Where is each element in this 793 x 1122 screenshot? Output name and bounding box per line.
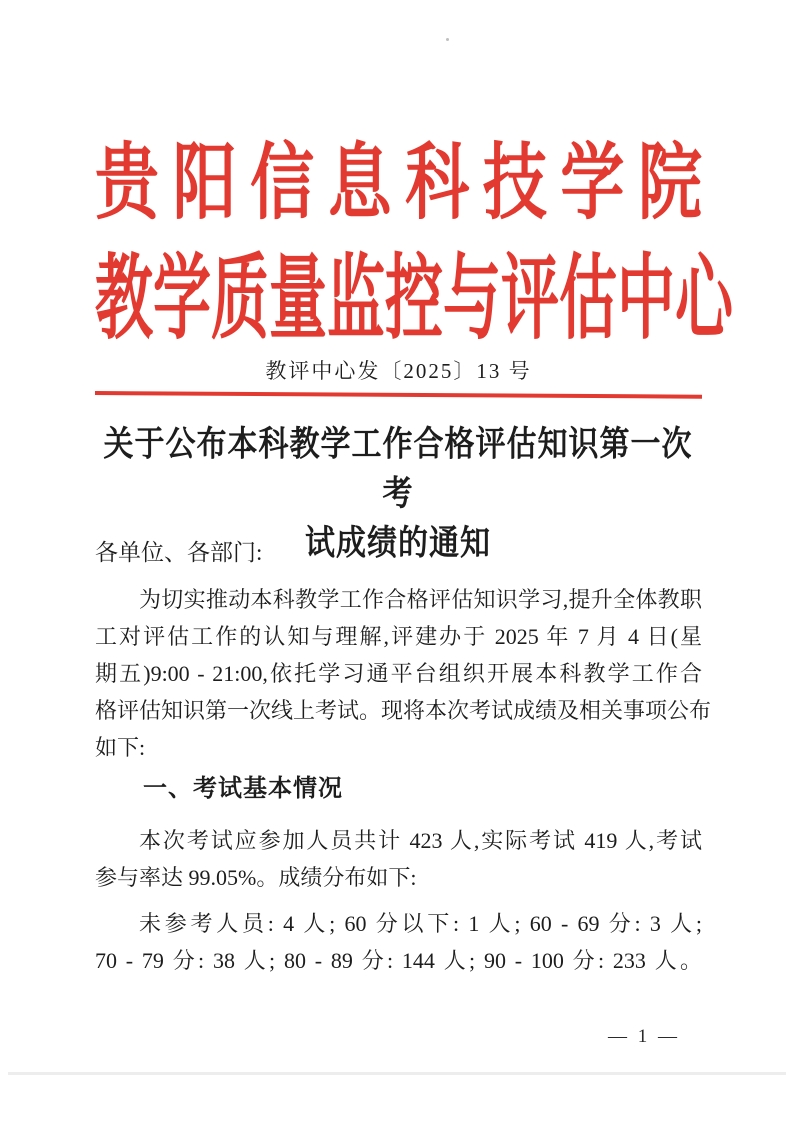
section-heading-exam-overview: 一、考试基本情况 bbox=[143, 775, 343, 802]
paragraph-line: 如下: bbox=[95, 735, 146, 760]
paragraph-exam-stats bbox=[95, 822, 702, 896]
letterhead-red-divider bbox=[95, 391, 702, 399]
paragraph-intro bbox=[95, 581, 712, 766]
scan-artifact-line bbox=[8, 1072, 786, 1075]
paragraph-line: 工对评估工作的认知与理解,评建办于 2025 年 7 月 4 日(星 bbox=[95, 624, 702, 649]
paragraph-line: 未参考人员: 4 人; 60 分以下: 1 人; 60 - 69 分: 3 人; bbox=[139, 911, 702, 936]
paragraph-line: 为切实推动本科教学工作合格评估知识学习,提升全体教职 bbox=[139, 587, 702, 612]
paragraph-line: 70 - 79 分: 38 人; 80 - 89 分: 144 人; 90 - 100 分: 233 人。 bbox=[95, 948, 702, 973]
paragraph-line: 格评估知识第一次线上考试。现将本次考试成绩及相关事项公布 bbox=[95, 698, 712, 723]
letterhead-org-name-line1: 贵阳信息科技学院 bbox=[95, 136, 702, 230]
paragraph-line: 参与率达 99.05%。成绩分布如下: bbox=[95, 865, 417, 890]
paragraph-score-distribution bbox=[95, 905, 702, 979]
notice-title-line1: 关于公布本科教学工作合格评估知识第一次考 bbox=[103, 425, 693, 514]
salutation: 各单位、各部门: bbox=[95, 540, 263, 565]
document-number: 教评中心发〔2025〕13 号 bbox=[265, 359, 532, 383]
page-number: — 1 — bbox=[608, 1026, 680, 1047]
paragraph-line: 本次考试应参加人员共计 423 人,实际考试 419 人,考试 bbox=[139, 828, 702, 853]
notice-title-line2: 试成绩的通知 bbox=[305, 524, 491, 563]
paragraph-line: 期五)9:00 - 21:00,依托学习通平台组织开展本科教学工作合 bbox=[95, 661, 702, 686]
letterhead-org-name-line2: 教学质量监控与评估中心 bbox=[95, 246, 734, 351]
ink-speck bbox=[446, 38, 449, 41]
